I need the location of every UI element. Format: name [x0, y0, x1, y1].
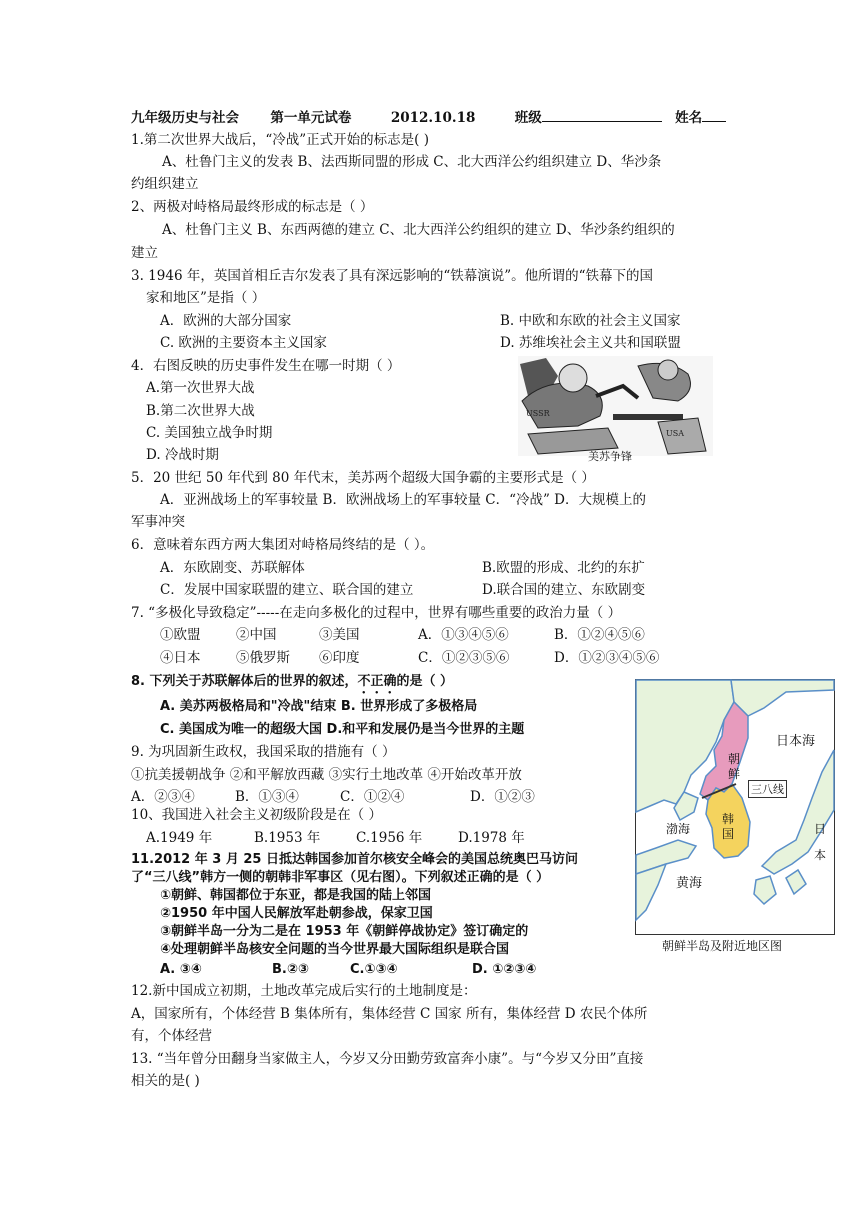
q3-option-c: C. 欧洲的主要资本主义国家 [160, 335, 327, 351]
q1-options: A、杜鲁门主义的发表 B、法西斯同盟的形成 C、北大西洋公约组织建立 D、华沙条 [162, 154, 662, 170]
map-label-north-korea [728, 752, 742, 782]
name-label: 姓名 [675, 110, 703, 126]
q8-options-1: A. 美苏两极格局和"冷战"结束 B. 世界形成了多极格局 [160, 699, 478, 714]
q1-options-cont: 约组织建立 [131, 176, 199, 192]
map-label-yellow-sea: 黄海 [676, 876, 703, 891]
q9-stem: 9. 为巩固新生政权，我国采取的措施有（ ） [131, 744, 396, 760]
name-blank[interactable] [702, 107, 726, 122]
q7-row1-c1: ①欧盟 [160, 627, 201, 643]
q3-stem-cont: 家和地区”是指（ ） [146, 290, 266, 306]
q11-stem-cont: 了“三八线”韩方一侧的朝韩非军事区（见右图）。下列叙述正确的是（ ） [131, 870, 550, 885]
q6-option-b: B.欧盟的形成、北约的东扩 [482, 560, 645, 576]
class-label: 班级 [514, 110, 542, 126]
q6-option-a: A．东欧剧变、苏联解体 [160, 560, 305, 576]
header-unit: 第一单元试卷 [270, 110, 352, 126]
cartoon-caption: 美苏争锋 [588, 450, 632, 463]
q11-stem: 11.2012 年 3 月 25 日抵达韩国参加首尔核安全峰会的美国总统奥巴马访问 [131, 852, 578, 867]
q2-options: A、杜鲁门主义 B、东西两德的建立 C、北大西洋公约组织的建立 D、华沙条约组织的 [162, 222, 675, 238]
header-title: 九年级历史与社会 [131, 110, 239, 126]
arm-wrestling-cartoon-icon [518, 356, 713, 456]
q7-row2-c1: ④日本 [160, 650, 201, 666]
q10-stem: 10、我国进入社会主义初级阶段是在（ ） [131, 807, 382, 823]
q6-stem: 6．意味着东西方两大集团对峙格局终结的是（ ）。 [131, 537, 435, 553]
map-label-japan [814, 816, 828, 868]
q1-stem: 1.第二次世界大战后，“冷战”正式开始的标志是( ) [131, 132, 430, 148]
q6-option-d: D.联合国的建立、东欧剧变 [482, 582, 646, 598]
q6-option-c: C．发展中国家联盟的建立、联合国的建立 [160, 582, 414, 598]
q9-option-c: C．①②④ [340, 789, 405, 805]
map-label-bohai: 渤海 [666, 822, 691, 836]
q5-stem: 5．20 世纪 50 年代到 80 年代末，美苏两个超级大国争霸的主要形式是（ ） [131, 470, 595, 486]
q7-option-d: D．①②③④⑤⑥ [554, 650, 660, 666]
japan-label-text: 日本 [814, 822, 827, 862]
korea-map-icon [636, 680, 834, 934]
south-korea-label-text: 韩国 [722, 812, 735, 841]
q8-emphasis: 不正确 [357, 674, 397, 689]
q12-options-cont: 有，个体经营 [131, 1028, 212, 1044]
q3-option-a: A．欧洲的大部分国家 [160, 313, 292, 329]
q8-stem-post: 的是（ ） [396, 674, 454, 689]
q12-stem: 12.新中国成立初期，土地改革完成后实行的土地制度是： [131, 983, 477, 999]
q11-item-4: ④处理朝鲜半岛核安全问题的当今世界最大国际组织是联合国 [160, 942, 510, 957]
exam-header [131, 107, 726, 128]
q4-option-d: D. 冷战时期 [146, 447, 219, 463]
q9-items: ①抗美援朝战争 ②和平解放西藏 ③实行土地改革 ④开始改革开放 [131, 767, 522, 783]
q8-stem [131, 672, 453, 697]
q11-item-3: ③朝鲜半岛一分为二是在 1953 年《朝鲜停战协定》签订确定的 [160, 924, 529, 939]
q2-stem: 2、两极对峙格局最终形成的标志是（ ） [131, 199, 374, 215]
q11-item-2: ②1950 年中国人民解放军赴朝参战，保家卫国 [160, 906, 433, 921]
q5-options-cont: 军事冲突 [131, 514, 185, 530]
q4-stem: 4．右图反映的历史事件发生在哪一时期（ ） [131, 358, 401, 374]
q12-options: A，国家所有，个体经营 B 集体所有，集体经营 C 国家 所有，集体经营 D 农民个体所 [131, 1006, 648, 1022]
q4-option-a: A.第一次世界大战 [146, 380, 255, 396]
q4-option-b: B.第二次世界大战 [146, 403, 255, 419]
q9-option-a: A．②③④ [131, 789, 195, 805]
q11-option-b: B.②③ [272, 962, 309, 977]
q10-option-c: C.1956 年 [356, 830, 423, 846]
q9-option-b: B．①③④ [235, 789, 299, 805]
q7-row1-c2: ②中国 [236, 627, 277, 643]
q10-option-d: D.1978 年 [458, 830, 525, 846]
map-label-38th-parallel: 三八线 [748, 780, 787, 798]
q7-option-b: B．①②④⑤⑥ [554, 627, 645, 643]
header-date: 2012.10.18 [390, 110, 476, 126]
q13-stem-cont: 相关的是( ) [131, 1073, 200, 1089]
north-korea-label-text: 朝鲜 [728, 752, 741, 781]
q11-option-c: C.①③④ [350, 962, 398, 977]
map-caption: 朝鲜半岛及附近地区图 [662, 939, 783, 953]
q3-option-d: D. 苏维埃社会主义共和国联盟 [500, 335, 681, 351]
q11-option-d: D. ①②③④ [472, 962, 537, 977]
q8-stem-pre: 8. 下列关于苏联解体后的世界的叙述， [131, 674, 358, 689]
class-blank[interactable] [542, 107, 662, 122]
q11-item-1: ①朝鲜、韩国都位于东亚，都是我国的陆上邻国 [160, 888, 432, 903]
q3-stem: 3. 1946 年，英国首相丘吉尔发表了具有深远影响的“铁幕演说”。他所谓的“铁幕下的国 [131, 268, 654, 284]
korea-map-figure [635, 679, 835, 935]
cartoon-figure [518, 356, 713, 463]
q10-option-b: B.1953 年 [254, 830, 321, 846]
q7-stem: 7. “多极化导致稳定”-----在走向多极化的过程中，世界有哪些重要的政治力量（ ） [131, 605, 622, 621]
q11-option-a: A. ③④ [160, 962, 202, 977]
map-label-japan-sea: 日本海 [776, 734, 816, 749]
q7-row1-c3: ③美国 [319, 627, 360, 643]
q13-stem: 13. “当年曾分田翻身当家做主人，今岁又分田勤劳致富奔小康”。与“今岁又分田”直接 [131, 1051, 644, 1067]
q7-option-a: A．①③④⑤⑥ [418, 627, 509, 643]
q7-row2-c3: ⑥印度 [319, 650, 360, 666]
svg-text:USSR: USSR [526, 409, 550, 418]
q2-options-cont: 建立 [131, 245, 158, 261]
q4-option-c: C. 美国独立战争时期 [146, 425, 273, 441]
q8-options-2: C. 美国成为唯一的超级大国 D.和平和发展仍是当今世界的主题 [160, 722, 525, 737]
q10-option-a: A.1949 年 [146, 830, 213, 846]
q5-options: A．亚洲战场上的军事较量 B．欧洲战场上的军事较量 C．“冷战” D．大规模上的 [160, 492, 646, 508]
svg-text:USA: USA [666, 429, 684, 438]
q7-row2-c2: ⑤俄罗斯 [236, 650, 290, 666]
map-label-south-korea [722, 812, 736, 842]
q9-option-d: D．①②③ [470, 789, 535, 805]
q3-option-b: B. 中欧和东欧的社会主义国家 [500, 313, 681, 329]
q7-option-c: C．①②③⑤⑥ [418, 650, 510, 666]
